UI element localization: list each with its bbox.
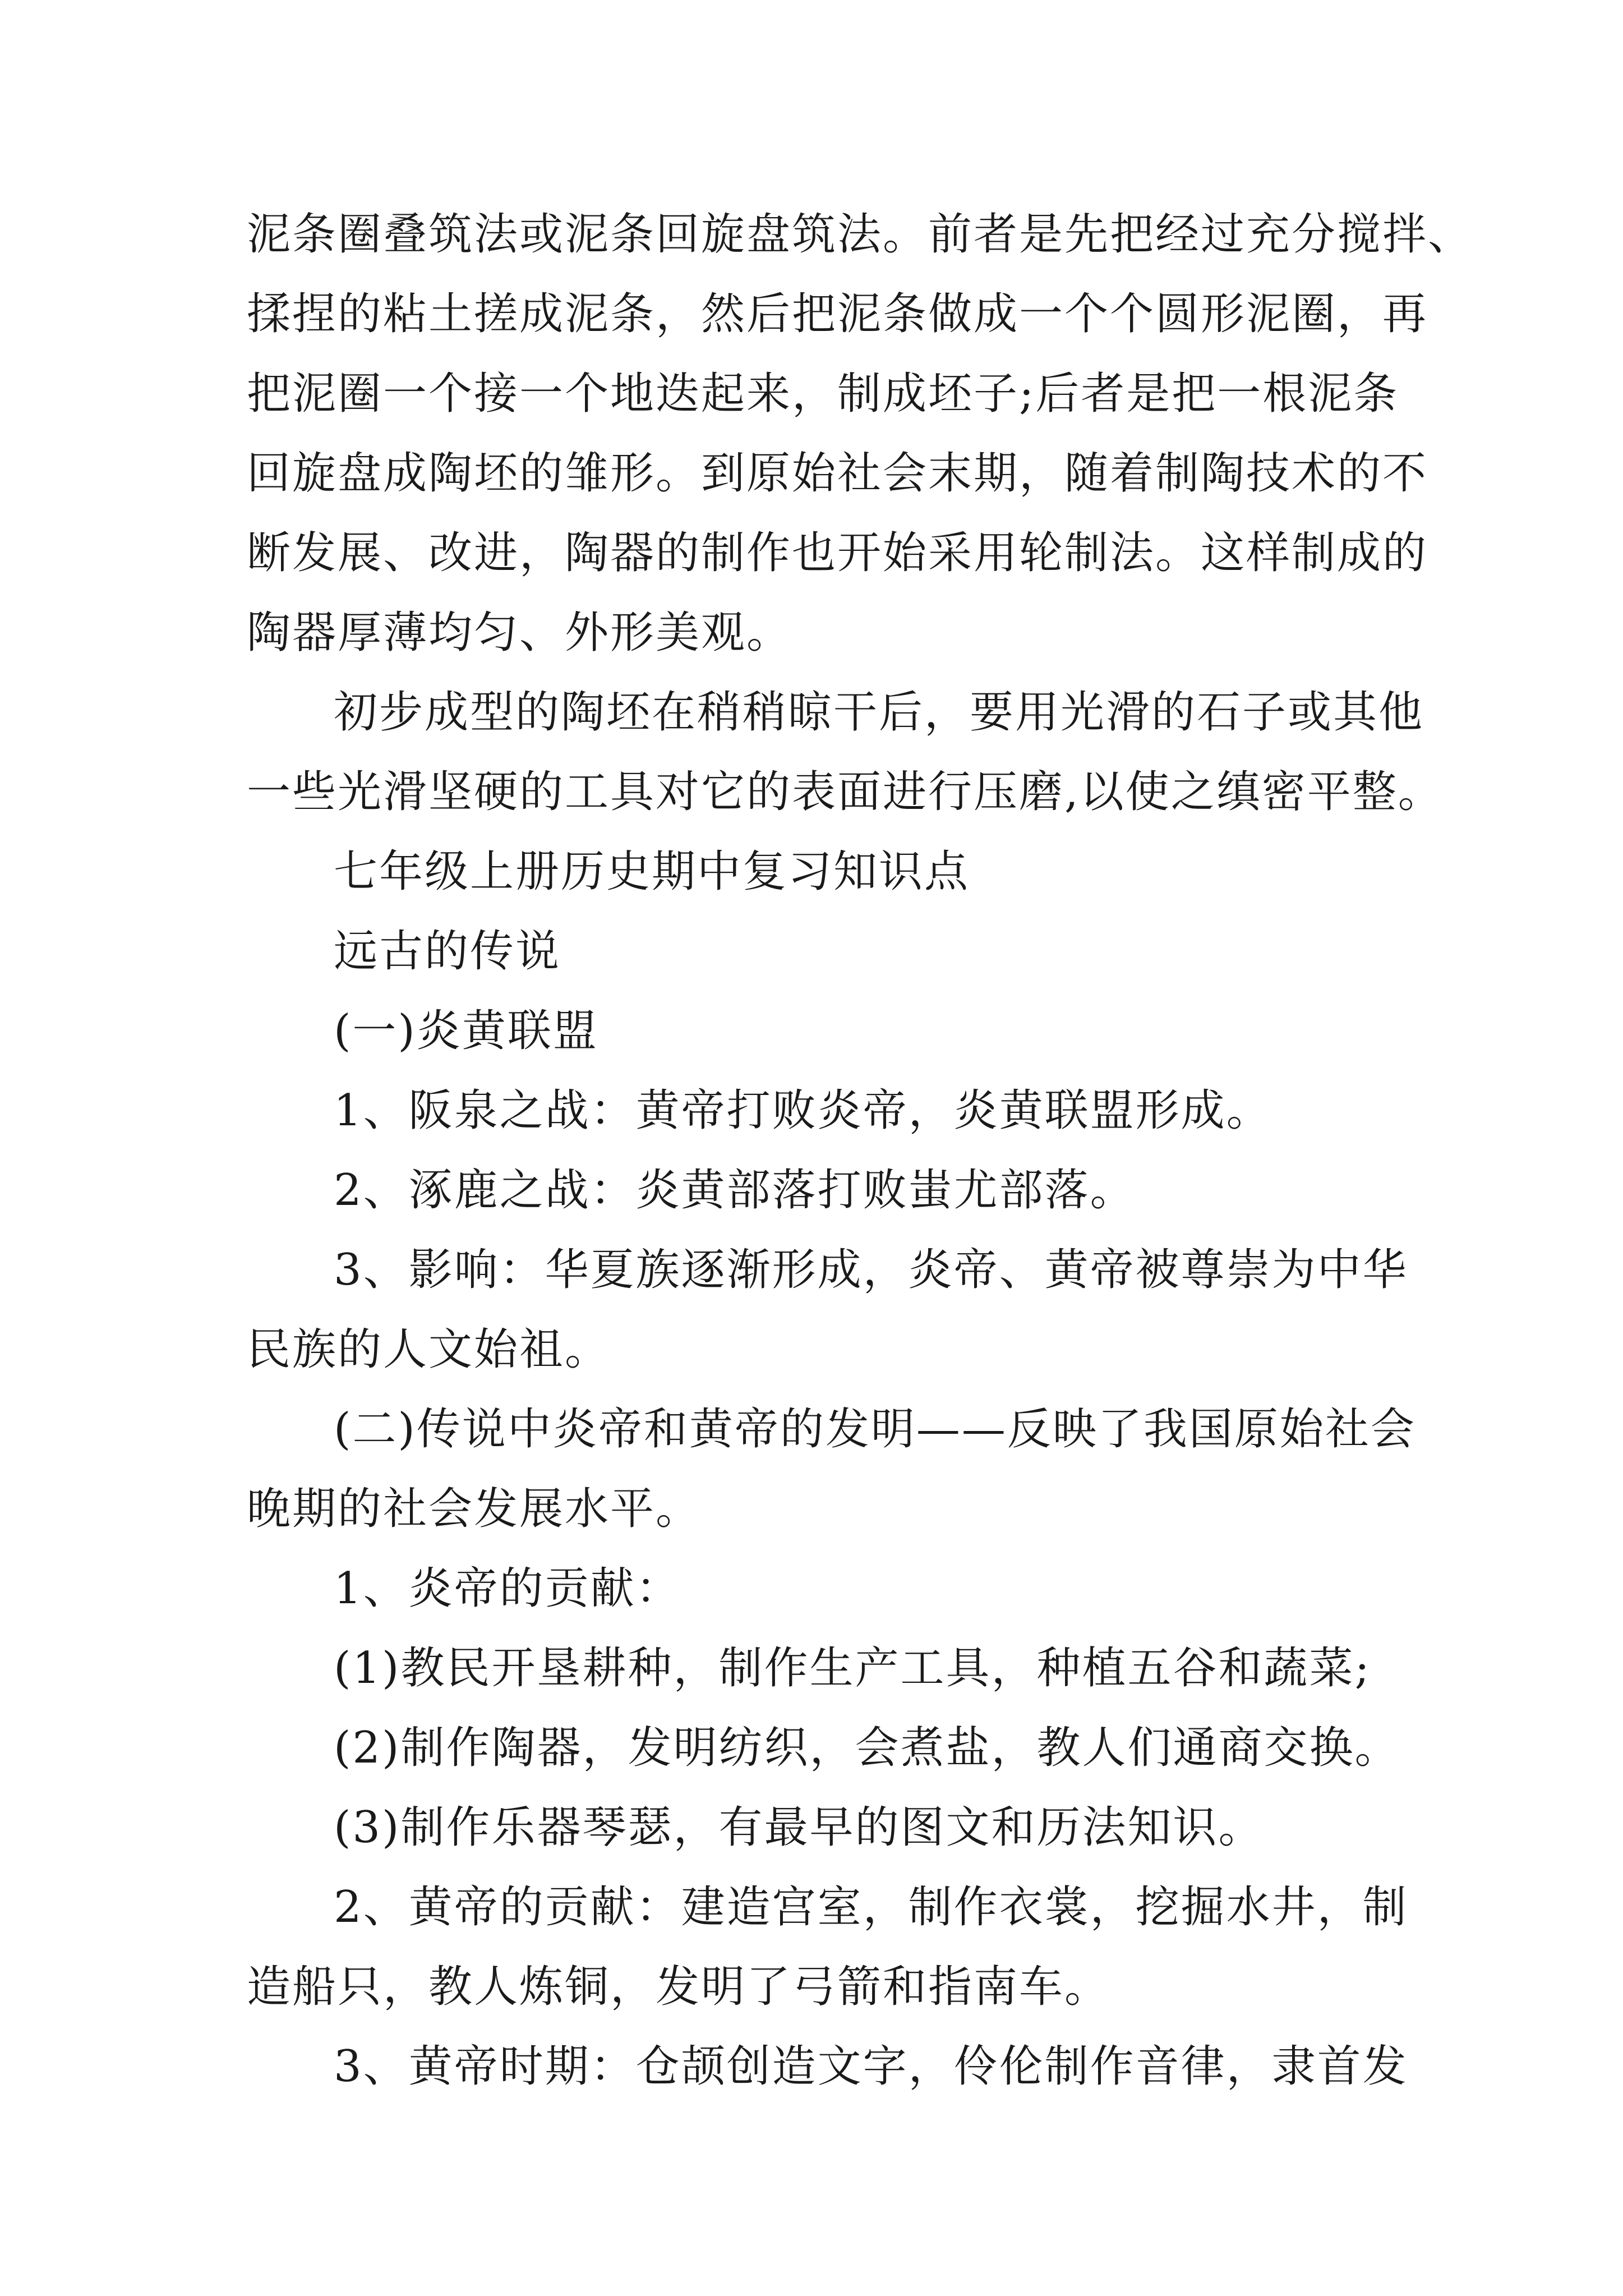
list-subitem: (3)制作乐器琴瑟，有最早的图文和历法知识。 [334,1802,1264,1853]
subsection-heading: (一)炎黄联盟 [334,1006,598,1056]
list-item: 2、黄帝的贡献：建造宫室，制作衣裳，挖掘水井，制 [334,1882,1408,1932]
text-line: 泥条圈叠筑法或泥条回旋盘筑法。前者是先把经过充分搅拌、 [247,209,1474,260]
list-item: 1、炎帝的贡献： [334,1563,681,1614]
text-line: 民族的人文始祖。 [247,1324,611,1375]
text-line: 回旋盘成陶坯的雏形。到原始社会末期，随着制陶技术的不 [247,448,1428,499]
text-line: 陶器厚薄均匀、外形美观。 [247,608,792,658]
list-item: 3、影响：华夏族逐渐形成，炎帝、黄帝被尊崇为中华 [334,1245,1408,1295]
text-line: 造船只，教人炼铜，发明了弓箭和指南车。 [247,1962,1110,2012]
section-title: 七年级上册历史期中复习知识点 [334,846,970,897]
text-line: 晚期的社会发展水平。 [247,1484,702,1534]
list-item: 1、阪泉之战：黄帝打败炎帝，炎黄联盟形成。 [334,1085,1272,1136]
list-subitem: (2)制作陶器，发明纺织，会煮盐，教人们通商交换。 [334,1723,1400,1773]
list-item: 2、涿鹿之战：炎黄部落打败蚩尤部落。 [334,1165,1136,1216]
list-item: 3、黄帝时期：仓颉创造文字，伶伦制作音律，隶首发 [334,2041,1408,2092]
text-line: 揉捏的粘土搓成泥条，然后把泥条做成一个个圆形泥圈，再 [247,289,1428,339]
lesson-title: 远古的传说 [334,926,561,977]
text-line: 把泥圈一个接一个地迭起来，制成坯子;后者是把一根泥条 [247,369,1399,419]
paragraph-first-line: 初步成型的陶坯在稍稍晾干后，要用光滑的石子或其他 [334,687,1424,738]
list-subitem: (1)教民开垦耕种，制作生产工具，种植五谷和蔬菜; [334,1643,1371,1694]
subsection-heading: (二)传说中炎帝和黄帝的发明——反映了我国原始社会 [334,1404,1416,1455]
text-line: 断发展、改进，陶器的制作也开始采用轮制法。这样制成的 [247,528,1428,578]
text-line: 一些光滑坚硬的工具对它的表面进行压磨,以使之缜密平整。 [247,767,1444,817]
